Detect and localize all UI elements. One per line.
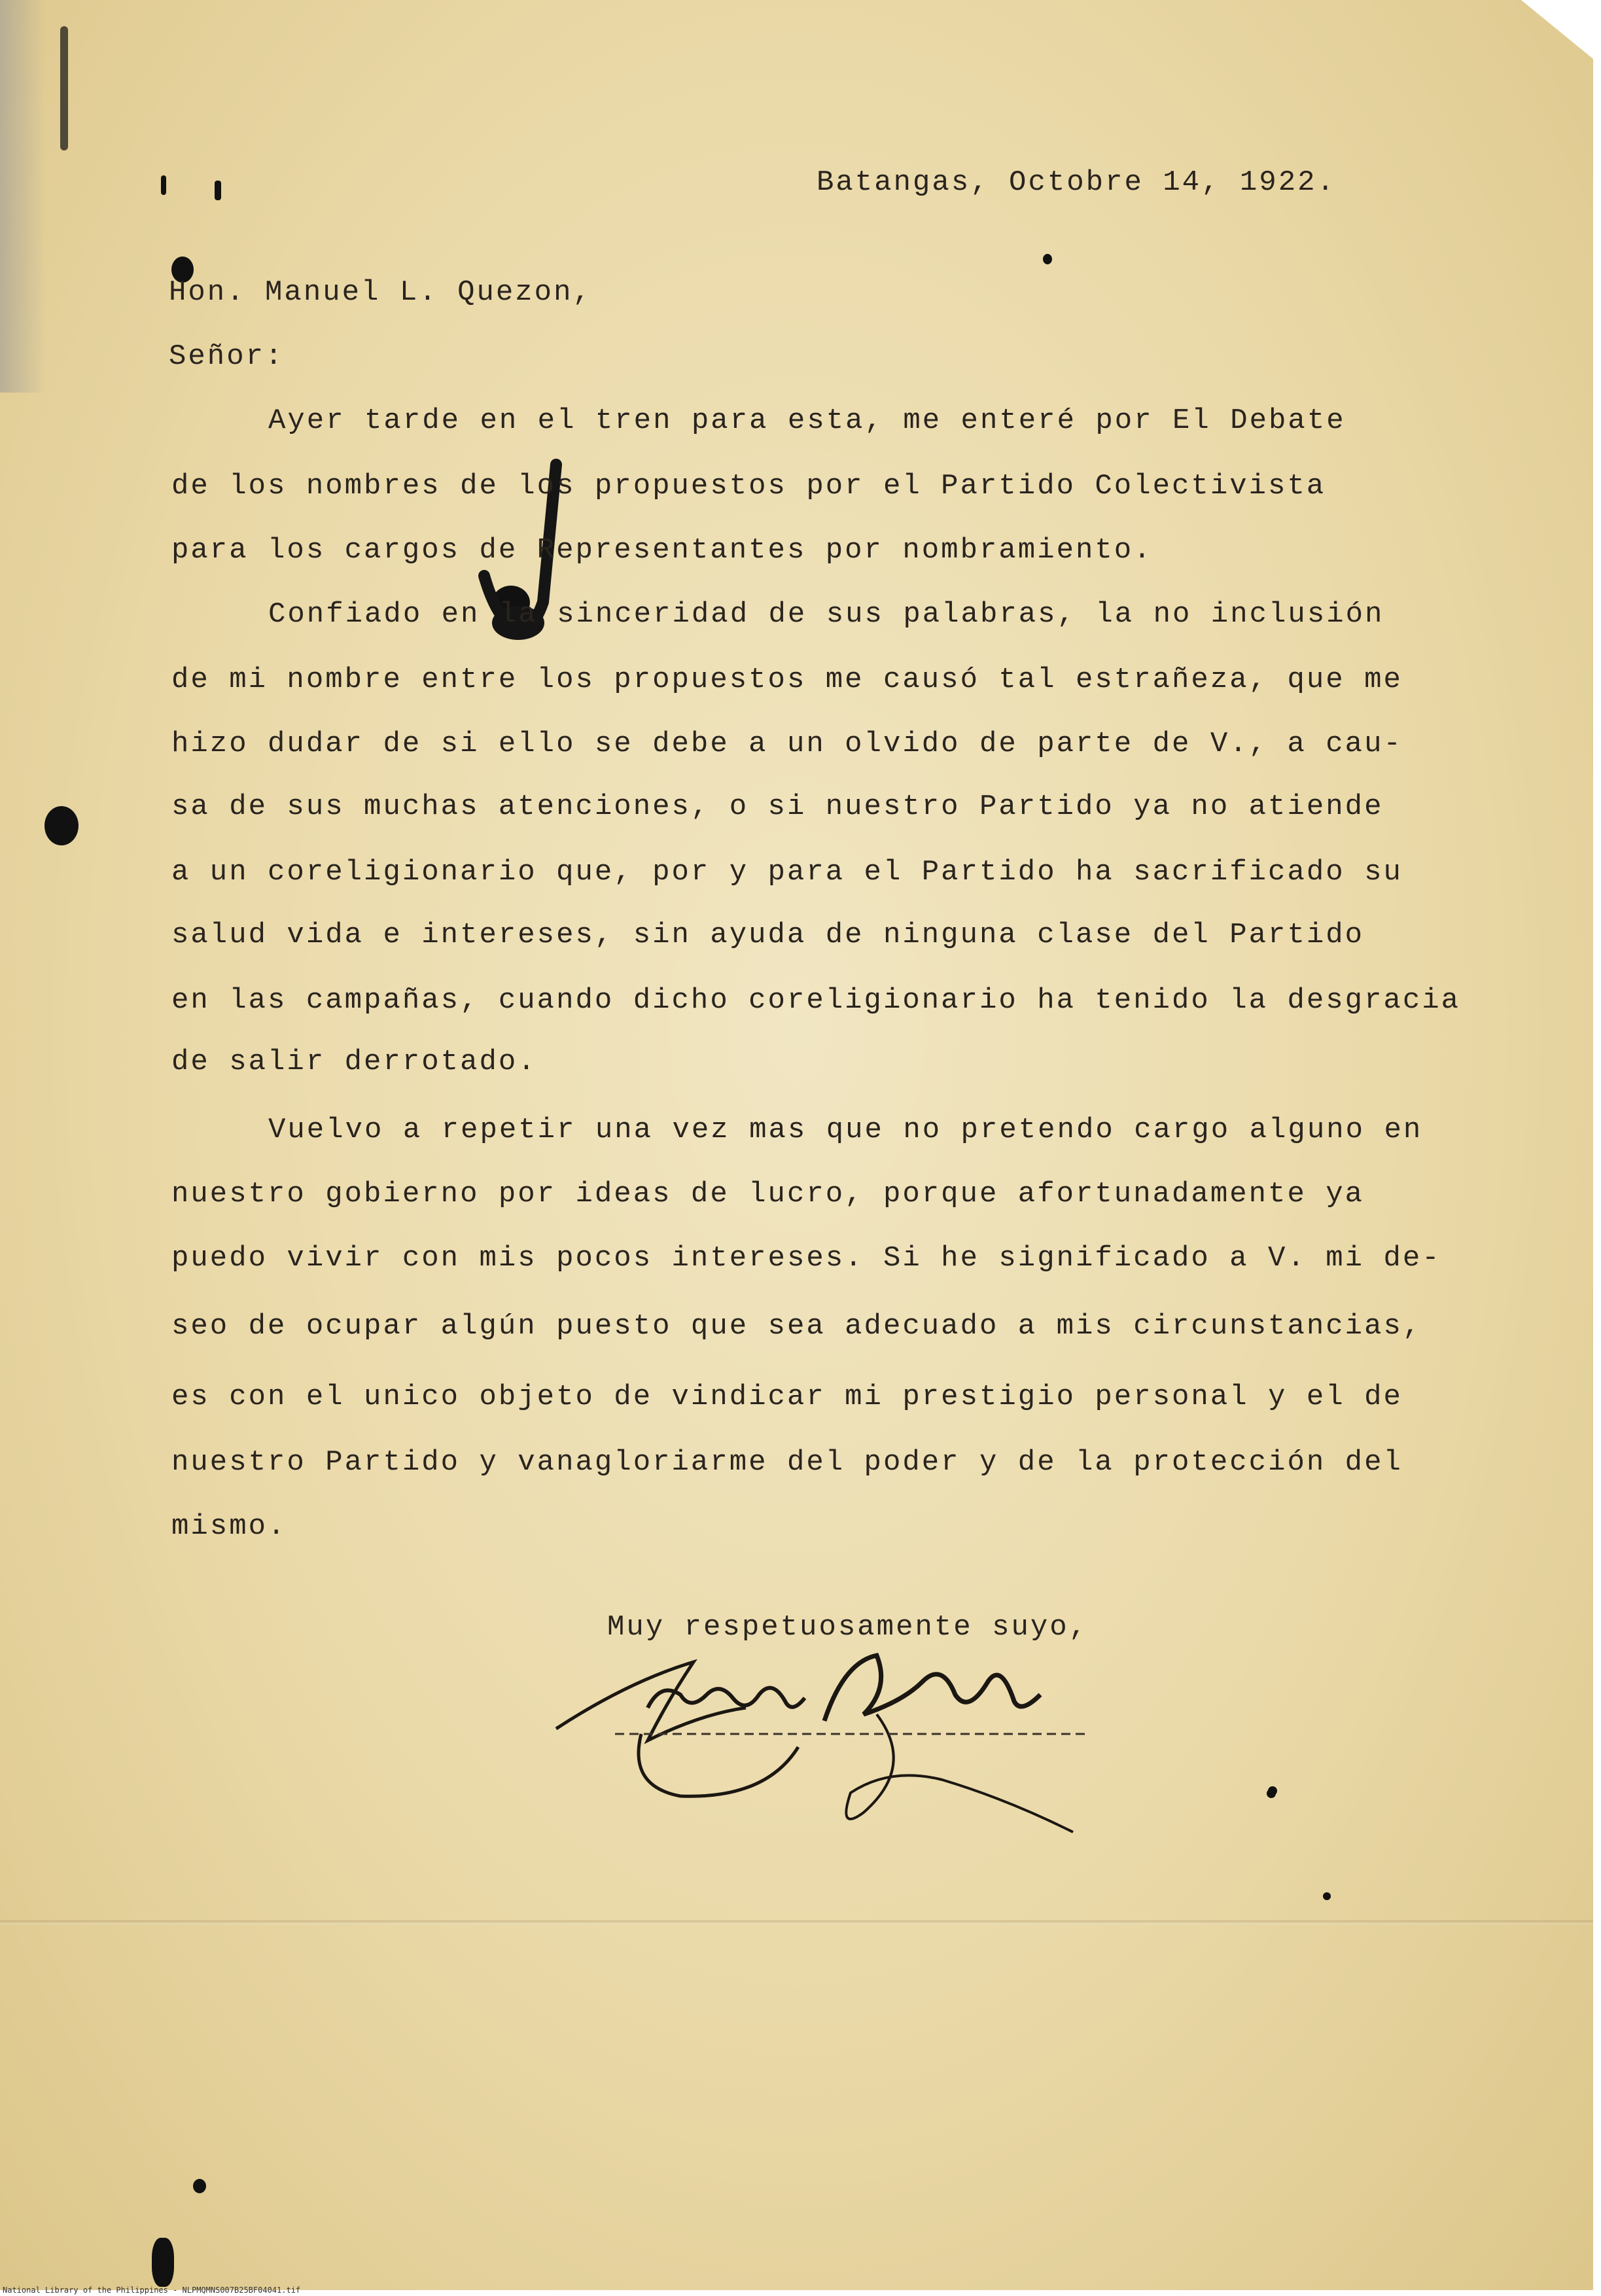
paragraph2-line: de salir derrotado. (171, 1046, 537, 1078)
paragraph1-line: para los cargos de Representantes por nombramiento. (171, 534, 1153, 567)
dateline: Batangas, Octobre 14, 1922. (817, 166, 1336, 199)
paragraph3-line: nuestro gobierno por ideas de lucro, porque afortunadamente ya (171, 1178, 1365, 1210)
ink-blot (1323, 1892, 1331, 1900)
paragraph2-line: hizo dudar de si ello se debe a un olvido de parte de V., a cau- (171, 728, 1403, 760)
paragraph2-line: de mi nombre entre los propuestos me causó tal estrañeza, que me (171, 663, 1403, 696)
paragraph3-line: seo de ocupar algún puesto que sea adecuado a mis circunstancias, (171, 1310, 1422, 1343)
torn-corner (1521, 0, 1593, 59)
closing: Muy respetuosamente suyo, (607, 1611, 1089, 1644)
paper-fold (0, 1920, 1593, 1924)
recipient: Hon. Manuel L. Quezon, (169, 276, 592, 309)
paragraph3-line: es con el unico objeto de vindicar mi prestigio personal y el de (171, 1381, 1403, 1413)
ink-blot (161, 175, 166, 195)
ink-blot (193, 2179, 206, 2193)
signature (550, 1636, 1086, 1852)
paragraph3-line: mismo. (171, 1510, 287, 1543)
edge-stain (0, 0, 46, 393)
paragraph3-line: puedo vivir con mis pocos intereses. Si he significado a V. mi de- (171, 1242, 1441, 1275)
ink-blot (44, 806, 79, 845)
archive-footer: National Library of the Philippines - NLPMQMNS007B25BF04041.tif (3, 2286, 301, 2295)
ink-blot (1268, 1786, 1277, 1795)
ink-blot (215, 181, 221, 200)
paragraph2-line: a un coreligionario que, por y para el Partido ha sacrificado su (171, 856, 1403, 889)
paragraph2-line: sa de sus muchas atenciones, o si nuestro Partido ya no atiende (171, 790, 1384, 823)
paragraph2-line: Confiado en la sinceridad de sus palabras, la no inclusión (268, 598, 1384, 631)
paragraph2-line: salud vida e intereses, sin ayuda de ninguna clase del Partido (171, 919, 1365, 951)
ink-blot (1043, 254, 1052, 264)
paragraph1-line: de los nombres de los propuestos por el Partido Colectivista (171, 470, 1326, 503)
paragraph1-line: Ayer tarde en el tren para esta, me enteré por El Debate (268, 404, 1346, 437)
paragraph3-line: Vuelvo a repetir una vez mas que no pretendo cargo alguno en (268, 1114, 1423, 1146)
paragraph3-line: nuestro Partido y vanagloriarme del poder y de la protección del (171, 1446, 1403, 1479)
ink-blot (60, 26, 68, 150)
paragraph2-line: en las campañas, cuando dicho coreligionario ha tenido la desgracia (171, 984, 1461, 1017)
ink-blot (152, 2238, 174, 2287)
salutation: Señor: (169, 340, 285, 373)
